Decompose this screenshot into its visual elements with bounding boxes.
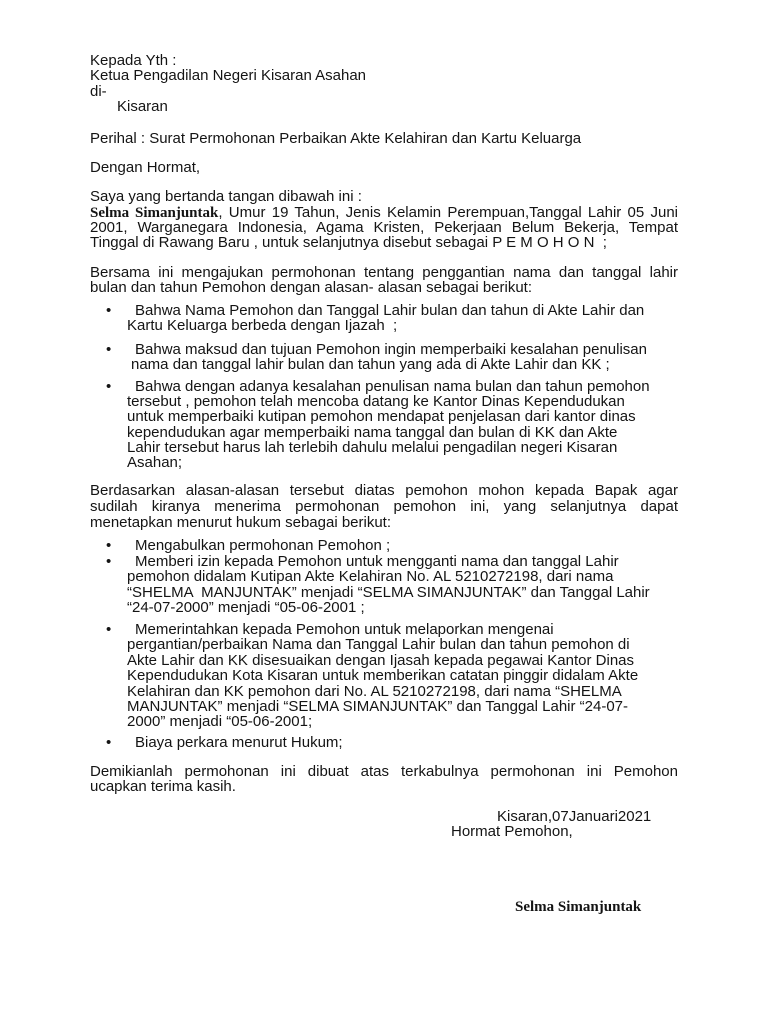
- reason-line: nama dan tanggal lahir bulan dan tahun yang ada di Akte Lahir dan KK ;: [131, 356, 610, 374]
- intro: [90, 189, 678, 204]
- petition-line: Kelahiran dan KK pemohon dari No. AL 5210272198, dari nama “SHELMA: [127, 682, 622, 700]
- petition-item-1: [106, 537, 678, 554]
- petition-intro-line: sudilah kiranya menerima permohonan pemohon ini, yang selanjutnya dapat: [90, 497, 678, 515]
- recipient-city: Kisaran: [117, 98, 168, 116]
- petition-intro-paragraph: [90, 483, 678, 530]
- subject-text: Perihal : Surat Permohonan Perbaikan Akte Kelahiran dan Kartu Keluarga: [90, 130, 582, 147]
- applicant-name: Selma Simanjuntak: [90, 204, 219, 221]
- reason-line: tersebut , pemohon telah mencoba datang ke Kantor Dinas Kependudukan: [127, 392, 625, 410]
- reason-line: Lahir tersebut harus lah terlebih dahulu melalui pengadilan negeri Kisaran: [127, 439, 618, 457]
- salutation: [90, 160, 678, 175]
- petition-line: pergantian/perbaikan Nama dan Tanggal Lahir bulan dan tahun pemohon di: [127, 636, 630, 654]
- petition-item-4: [106, 734, 678, 751]
- petition-line: MANJUNTAK” menjadi “SELMA SIMANJUNTAK” dan Tanggal Lahir “24-07-: [127, 697, 629, 715]
- regards: Hormat Pemohon,: [451, 823, 573, 840]
- petition-intro-line: Berdasarkan alasan-alasan tersebut diatas pemohon mohon kepada Bapak agar: [90, 482, 678, 499]
- reason-line: Bahwa maksud dan tujuan Pemohon ingin memperbaiki kesalahan penulisan: [135, 341, 647, 358]
- closing-line: Demikianlah permohonan ini dibuat atas terkabulnya permohonan ini Pemohon: [90, 763, 678, 780]
- recipient-to: Kepada Yth :: [90, 52, 177, 69]
- intro-text: Saya yang bertanda tangan dibawah ini :: [90, 188, 362, 205]
- petition-line: “SHELMA MANJUNTAK” menjadi “SELMA SIMANJUNTAK” dan Tanggal Lahir: [127, 583, 650, 601]
- signature-name: Selma Simanjuntak: [515, 899, 642, 915]
- reason-line: Bahwa Nama Pemohon dan Tanggal Lahir bulan dan tahun di Akte Lahir dan: [135, 302, 645, 319]
- recipient-block: [90, 53, 366, 115]
- reason-line: Bahwa dengan adanya kesalahan penulisan nama bulan dan tahun pemohon: [135, 377, 650, 395]
- salutation-text: Dengan Hormat,: [90, 159, 201, 176]
- identity-line: [90, 205, 678, 220]
- petition-line: 2000” menjadi “05-06-2001;: [127, 713, 313, 731]
- reason-item-2: [106, 341, 678, 374]
- request-intro-line: bulan dan tahun Pemohon dengan alasan- alasan sebagai berikut:: [90, 279, 533, 297]
- petition-line: Memerintahkan kepada Pemohon untuk melaporkan mengenai: [135, 621, 554, 638]
- reason-item-3: [106, 377, 678, 472]
- bullet-icon: •: [106, 621, 112, 638]
- petition-line: Memberi izin kepada Pemohon untuk mengganti nama dan tanggal Lahir: [135, 553, 619, 570]
- petition-line: Mengabulkan permohonan Pemohon ;: [135, 537, 391, 554]
- closing-paragraph: [90, 764, 678, 795]
- reason-line: kependudukan agar memperbaiki nama tanggal dan bulan di KK dan Akte: [127, 423, 618, 441]
- identity-paragraph: [90, 205, 678, 251]
- identity-line: 2001, Warganegara Indonesia, Agama Kristen, Pekerjaan Belum Bekerja, Tempat: [90, 218, 678, 236]
- reason-line: untuk memperbaiki kutipan pemohon mendapat penjelasan dari kantor dinas: [127, 408, 636, 426]
- identity-line: Tinggal di Rawang Baru , untuk selanjutnya disebut sebagai P E M O H O N ;: [90, 234, 607, 252]
- bullet-icon: •: [106, 553, 112, 570]
- petition-line: Biaya perkara menurut Hukum;: [135, 734, 343, 751]
- subject-line: [90, 131, 678, 146]
- petition-intro-line: menetapkan menurut hukum sebagai berikut:: [90, 513, 392, 531]
- identity-line-rest: , Umur 19 Tahun, Jenis Kelamin Perempuan,Tanggal Lahir 05 Juni: [218, 203, 678, 221]
- bullet-icon: •: [106, 341, 112, 358]
- bullet-icon: •: [106, 537, 112, 554]
- place-date: Kisaran,07Januari2021: [497, 808, 652, 825]
- reason-line: Asahan;: [127, 454, 183, 472]
- recipient-di: di-: [90, 82, 107, 100]
- petition-line: pemohon didalam Kutipan Akte Kelahiran No. AL 5210272198, dari nama: [127, 568, 614, 586]
- petition-item-3: [106, 621, 678, 731]
- closing-line: ucapkan terima kasih.: [90, 778, 236, 796]
- petition-line: Kependudukan Kota Kisaran untuk memberikan catatan pinggir didalam Akte: [127, 667, 639, 685]
- petition-line: “24-07-2000” menjadi “05-06-2001 ;: [127, 599, 365, 617]
- reason-line: Kartu Keluarga berbeda dengan Ijazah ;: [127, 317, 398, 335]
- bullet-icon: •: [106, 302, 112, 319]
- request-intro-paragraph: [90, 265, 678, 296]
- bullet-icon: •: [106, 734, 112, 751]
- request-intro-line: Bersama ini mengajukan permohonan tentang penggantian nama dan tanggal lahir: [90, 264, 678, 281]
- recipient-addressee: Ketua Pengadilan Negeri Kisaran Asahan: [90, 67, 367, 85]
- petition-line: Akte Lahir dan KK disesuaikan dengan Ijasah kepada pegawai Kantor Dinas: [127, 651, 635, 669]
- reason-item-1: [106, 302, 678, 335]
- petition-item-2: [106, 553, 678, 617]
- bullet-icon: •: [106, 377, 112, 395]
